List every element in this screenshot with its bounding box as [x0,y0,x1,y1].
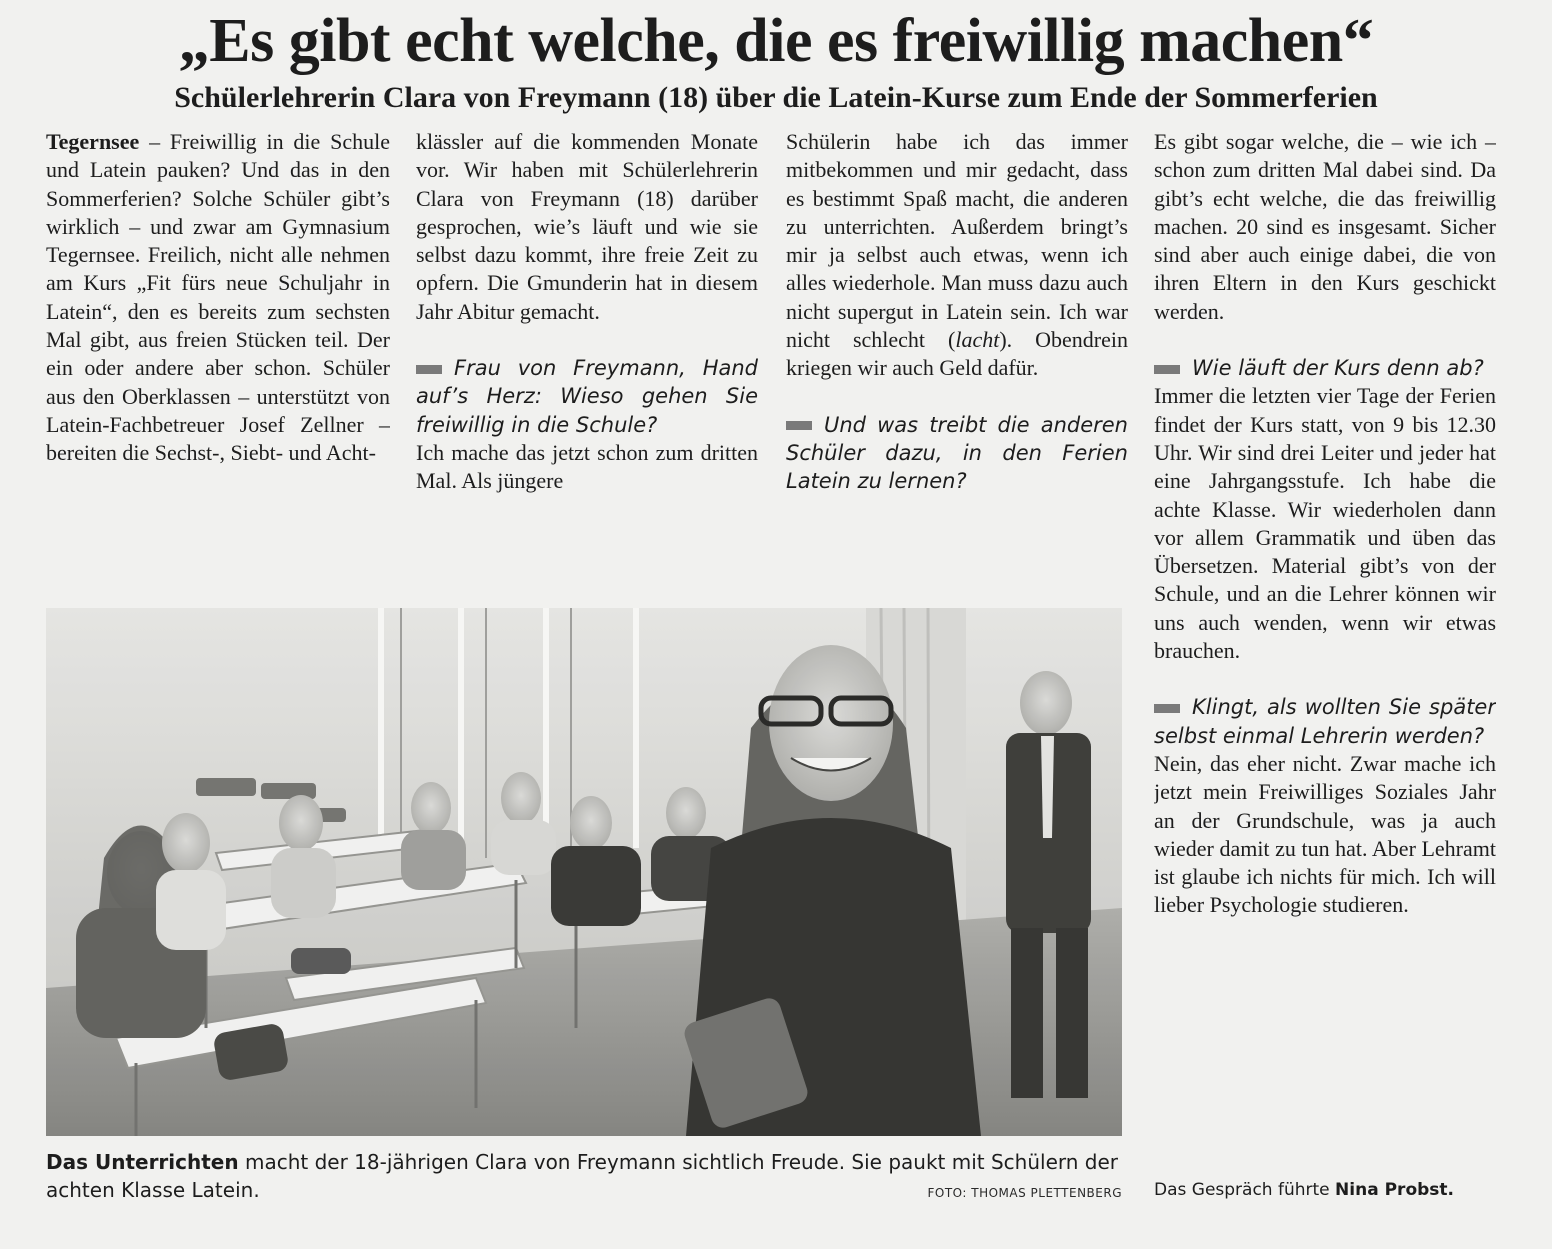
classroom-photo [46,608,1122,1136]
question-4-text: Klingt, als wollten Sie später selbst einmal Lehrerin werden? [1154,695,1496,748]
caption-lead: Das Unterrichten [46,1150,239,1174]
question-1 [416,354,758,439]
answer-4: Nein, das eher nicht. Zwar mache ich jetzt mein Freiwilliges Soziales Jahr an der Grundschule, was ja auch wieder damit zu tun hat. Aber Lehramt ist glaube ich nichts für mich. Ich will lieber Psychologie studieren. [1154,750,1496,918]
intro-text-part-2: klässler auf die kommenden Monate vor. Wir haben mit Schülerlehrerin Clara von Freymann (18) darüber gesprochen, wie’s läuft und wie sie selbst dazu kommt, ihre freie Zeit zu opfern. Die Gmunderin hat in diesem Jahr Abitur gemacht. [416,129,758,324]
answer-1-text: Schülerin habe ich das immer mitbekommen und mir gedacht, dass es bestimmt Spaß macht, die anderen zu unterrichten. Außerdem bringt’s mir ja selbst auch etwas, wenn ich alles wiederhole. Man muss dazu auch nicht supergut in Latein sein. Ich war nicht schlecht ( [786,129,1128,353]
photo-credit: FOTO: THOMAS PLETTENBERG [927,1186,1122,1200]
headline: „Es gibt echt welche, die es freiwillig machen“ [178,7,1374,75]
article-column-1 [46,128,390,578]
question-3-text: Wie läuft der Kurs denn ab? [1192,356,1484,381]
article-column-4 [1154,128,1496,1158]
byline-author: Nina Probst. [1335,1180,1454,1200]
answer-1-part-1: Ich mache das jetzt schon zum dritten Mal. Als jüngere [416,439,758,494]
byline [1154,1180,1496,1200]
question-marker-icon [786,421,812,430]
laugh-note: lacht [955,327,1000,353]
question-2 [786,411,1128,496]
answer-1-end: ). Obendrein kriegen wir auch Geld dafür. [786,327,1128,381]
question-4 [1154,693,1496,750]
question-marker-icon [1154,704,1180,713]
article-column-3 [786,128,1128,593]
answer-1-part-2 [786,128,1128,383]
intro-text-part-1: – Freiwillig in die Schule und Latein pauken? Und das in den Sommerferien? Solche Schüler gibt’s wirklich – und zwar am Gymnasium Tegernsee. Freilich, nicht alle nehmen am Kurs „Fit fürs neue Schuljahr in Latein“, den es bereits zum sechsten Mal gibt, aus freien Stücken teil. Der ein oder andere aber schon. Schüler aus den Oberklassen – unterstützt von Latein-Fachbetreuer Josef Zellner – bereiten die Sechst-, Siebt- und Acht- [46,129,390,466]
dateline: Tegernsee [46,129,140,154]
question-1-text: Frau von Freymann, Hand auf’s Herz: Wieso gehen Sie freiwillig in die Schule? [416,356,758,437]
classroom-photo-image [46,608,1122,1136]
article-column-2 [416,128,758,578]
question-3 [1154,354,1496,382]
question-marker-icon [1154,365,1180,374]
answer-2: Es gibt sogar welche, die – wie ich – schon zum dritten Mal dabei sind. Da gibt’s echt welche, die das freiwillig machen. 20 sind es insgesamt. Sicher sind aber auch einige dabei, die von ihren Eltern in den Kurs geschickt werden. [1154,129,1496,324]
question-2-text: Und was treibt die anderen Schüler dazu, in den Ferien Latein zu lernen? [786,412,1128,494]
intro-paragraph [46,128,390,468]
subheadline: Schülerlehrerin Clara von Freymann (18) über die Latein-Kurse zum Ende der Sommerferien [174,81,1378,114]
caption-text: macht der 18-jährigen Clara von Freymann sichtlich Freude. Sie paukt mit Schülern der achten Klasse Latein. [46,1150,1119,1202]
question-marker-icon [416,365,442,374]
answer-3: Immer die letzten vier Tage der Ferien findet der Kurs statt, von 9 bis 12.30 Uhr. Wir sind drei Leiter und jeder hat eine Jahrgangsstufe. Ich habe die achte Klasse. Wir wiederholen dann vor allem Grammatik und üben das Übersetzen. Material gibt’s von der Schule, und an die Lehrer können wir uns auch wenden, wenn wir etwas brauchen. [1154,383,1496,664]
byline-prefix: Das Gespräch führte [1154,1180,1336,1200]
